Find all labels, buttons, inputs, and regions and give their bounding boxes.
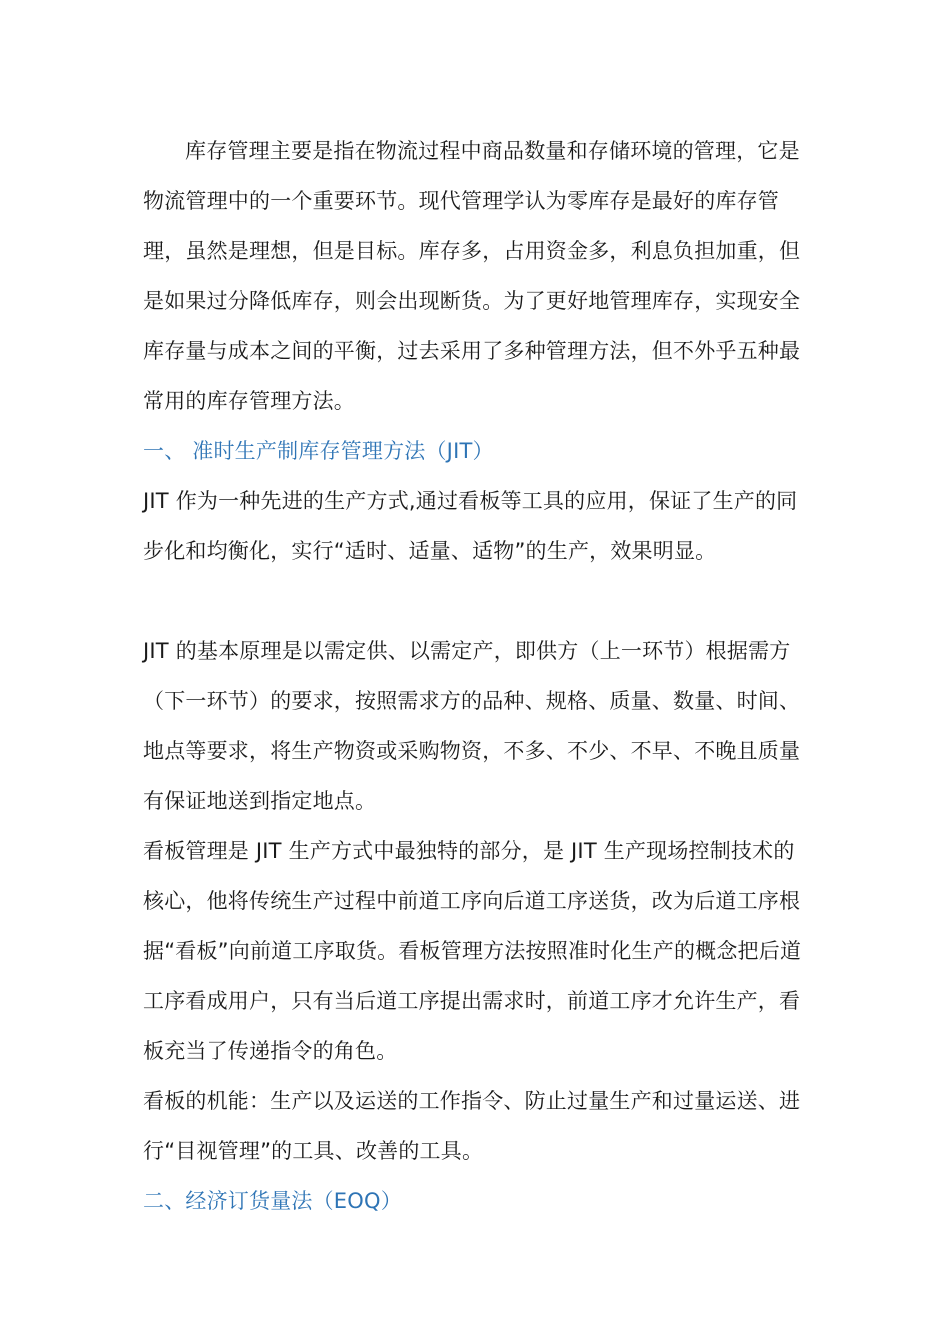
jit-paragraph-1: JIT 作为一种先进的生产方式,通过看板等工具的应用，保证了生产的同步化和均衡化，实行“适时、适量、适物”的生产，效果明显。 — [143, 489, 798, 563]
jit-paragraph-4: 看板的机能：生产以及运送的工作指令、防止过量生产和过量运送、进行“目视管理”的工具、改善的工具。 — [143, 1089, 801, 1163]
intro-paragraph: 库存管理主要是指在物流过程中商品数量和存储环境的管理，它是物流管理中的一个重要环节。现代管理学认为零库存是最好的库存管理，虽然是理想，但是目标。库存多，占用资金多，利息负担加重，但是如果过分降低库存，则会出现断货。为了更好地管理库存，实现安全库存量与成本之间的平衡，过去采用了多种管理方法，但不外乎五种最常用的库存管理方法。 — [143, 139, 801, 413]
section-heading-jit: 一、 准时生产制库存管理方法（JIT） — [143, 439, 494, 463]
jit-paragraph-3: 看板管理是 JIT 生产方式中最独特的部分，是 JIT 生产现场控制技术的核心，他将传统生产过程中前道工序向后道工序送货，改为后道工序根据“看板”向前道工序取货。看板管理方法按照准时化生产的概念把后道工序看成用户，只有当后道工序提出需求时，前道工序才允许生产，看板充当了传递指令的角色。 — [143, 839, 802, 1063]
jit-paragraph-2: JIT 的基本原理是以需定供、以需定产，即供方（上一环节）根据需方（下一环节）的要求，按照需求方的品种、规格、质量、数量、时间、地点等要求，将生产物资或采购物资，不多、不少、不早、不晚且质量有保证地送到指定地点。 — [143, 639, 801, 813]
section-heading-eoq: 二、经济订货量法（EOQ） — [143, 1189, 402, 1213]
document-body — [143, 126, 811, 1226]
blank-line — [143, 576, 811, 626]
